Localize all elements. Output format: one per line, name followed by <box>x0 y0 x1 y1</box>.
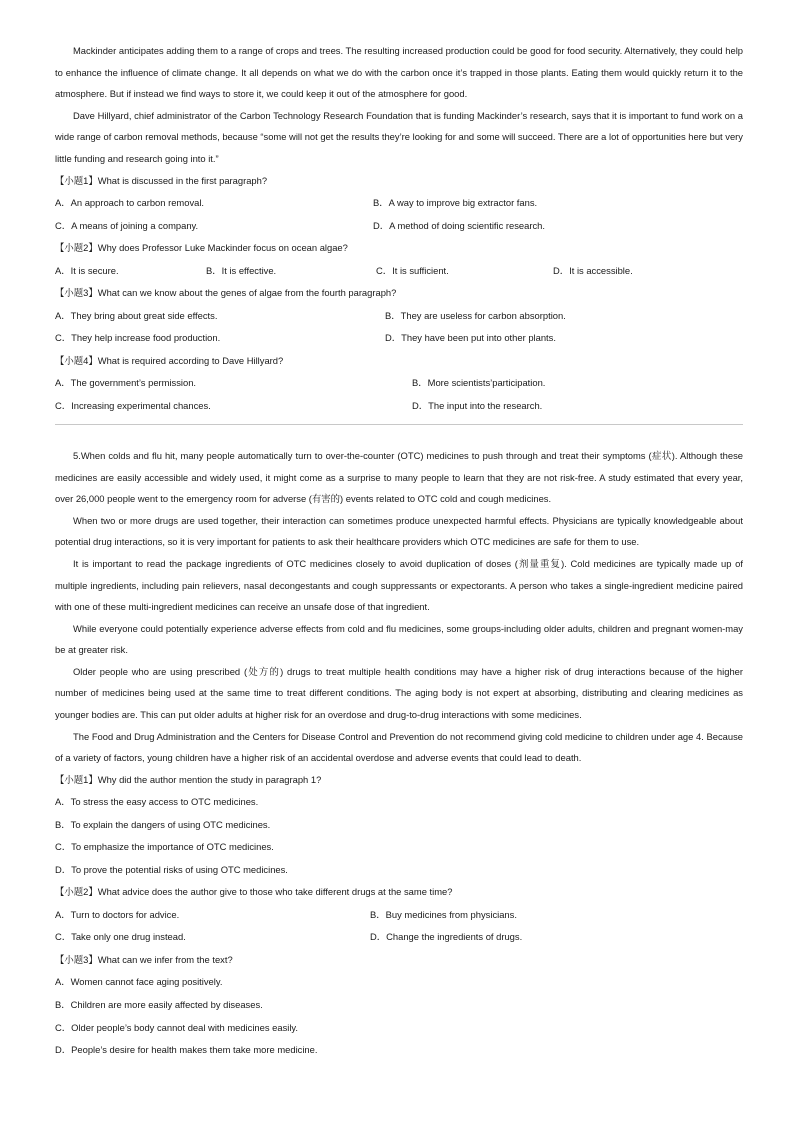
option-d[interactable]: D．People’s desire for health makes them take more medicine. <box>55 1044 318 1056</box>
passage-1-section <box>55 40 743 418</box>
option-b[interactable]: B．To explain the dangers of using OTC medicines. <box>55 818 271 830</box>
option-a[interactable]: A．Turn to doctors for advice. <box>55 908 180 920</box>
option-a[interactable]: A．It is secure. <box>55 264 119 276</box>
option-b[interactable]: B．It is effective. <box>206 264 277 276</box>
question-stem: 【小题2】Why does Professor Luke Mackinder focus on ocean algae? <box>55 242 348 254</box>
option-c[interactable]: C．Older people’s body cannot deal with medicines easily. <box>55 1021 299 1033</box>
passage-2-paragraph: The Food and Drug Administration and the Centers for Disease Control and Prevention do not recommend giving cold medicine to children under age 4. Because of a variety of factors, young children have a higher risk of an accidental overdose and adverse events that could lead to death. <box>55 730 743 764</box>
option-row <box>55 215 743 238</box>
option-d[interactable]: D．Change the ingredients of drugs. <box>370 931 523 943</box>
option-row <box>55 926 743 949</box>
option-a[interactable]: A．To stress the easy access to OTC medicines. <box>55 796 259 808</box>
option-c[interactable]: C．Take only one drug instead. <box>55 931 186 943</box>
passage-1-paragraph: Mackinder anticipates adding them to a range of crops and trees. The resulting increased production could be good for food security. Alternatively, they could help to enhance the influence of climate change. It all depends on what we do with the carbon once it’s trapped in those plants. Eating them would quickly return it to the atmosphere. But if instead we find ways to store it, we could keep it out of the atmosphere for good. <box>55 45 743 100</box>
option-b[interactable]: B．They are useless for carbon absorption. <box>385 309 566 321</box>
option-c[interactable]: C．A means of joining a company. <box>55 219 199 231</box>
option-c[interactable]: C．They help increase food production. <box>55 332 221 344</box>
passage-2-paragraph: It is important to read the package ingredients of OTC medicines closely to avoid duplication of doses (剂量重复). Cold medicines are typically made up of multiple ingredients, including pain relievers, nasal decongestants and cough suppressants or expectorants. A person who takes a single-ingredient medicine paired with one of these multi-ingredient medicines can receive an unsafe dose of that ingredient. <box>55 557 743 613</box>
option-c[interactable]: C．Increasing experimental chances. <box>55 400 211 412</box>
passage-2-paragraph: 5.When colds and flu hit, many people automatically turn to over-the-counter (OTC) medicines to push through and treat their symptoms (症状). Although these medicines are easily accessible and widely used, it might come as a surprise to many people to learn that they are not risk-free. A study estimated that every year, over 26,000 people went to the emergency room for adverse (有害的) events related to OTC cold and cough medicines. <box>55 449 743 505</box>
section-divider <box>55 424 743 425</box>
passage-2-paragraph: When two or more drugs are used together, their interaction can sometimes produce unexpected harmful effects. Physicians are typically knowledgeable about potential drug interactions, so it is very important for patients to ask their healthcare providers which OTC medicines are safe for them to use. <box>55 514 743 548</box>
option-d[interactable]: D．They have been put into other plants. <box>385 332 556 344</box>
question-stem: 【小题3】What can we infer from the text? <box>55 954 233 966</box>
question-stem: 【小题3】What can we know about the genes of algae from the fourth paragraph? <box>55 287 397 299</box>
question-stem: 【小题1】What is discussed in the first paragraph? <box>55 174 268 186</box>
passage-2-section <box>55 445 743 1062</box>
option-d[interactable]: D．It is accessible. <box>553 264 633 276</box>
option-row <box>55 192 743 215</box>
option-row <box>55 260 743 283</box>
option-b[interactable]: B．Buy medicines from physicians. <box>370 908 517 920</box>
option-b[interactable]: B．Children are more easily affected by diseases. <box>55 999 263 1011</box>
option-a[interactable]: A．An approach to carbon removal. <box>55 196 205 208</box>
option-row <box>55 305 743 328</box>
question-stem: 【小题1】Why did the author mention the study in paragraph 1? <box>55 773 322 785</box>
option-c[interactable]: C．To emphasize the importance of OTC medicines. <box>55 841 274 853</box>
option-b[interactable]: B．A way to improve big extractor fans. <box>373 196 538 208</box>
option-row <box>55 372 743 395</box>
option-row <box>55 327 743 350</box>
question-stem: 【小题4】What is required according to Dave Hillyard? <box>55 355 284 367</box>
option-row <box>55 395 743 418</box>
passage-2-paragraph: Older people who are using prescribed (处方的) drugs to treat multiple health conditions may have a higher risk of drug interactions because of the higher number of medicines being used at the same time to treat different conditions. The aging body is not expert at absorbing, distributing and clearing medicines as younger bodies are. This can put older adults at higher risk for an overdose and drug-to-drug interactions with some medicines. <box>55 665 743 721</box>
passage-1-paragraph: Dave Hillyard, chief administrator of the Carbon Technology Research Foundation that is funding Mackinder’s research, says that it is important to fund work on a wide range of carbon removal methods, because “some will not get the results they’re looking for and some will succeed. There are a lot of opportunities here but very little funding and research going into it.” <box>55 109 743 164</box>
option-d[interactable]: D．A method of doing scientific research. <box>373 219 545 231</box>
option-d[interactable]: D．The input into the research. <box>412 400 543 412</box>
option-b[interactable]: B．More scientists’participation. <box>412 377 546 389</box>
option-a[interactable]: A．They bring about great side effects. <box>55 309 218 321</box>
option-row <box>55 904 743 927</box>
document-page <box>55 40 743 1062</box>
question-stem: 【小题2】What advice does the author give to those who take different drugs at the same time? <box>55 886 453 898</box>
option-c[interactable]: C．It is sufficient. <box>376 264 449 276</box>
option-a[interactable]: A．The government’s permission. <box>55 377 197 389</box>
passage-2-paragraph: While everyone could potentially experience adverse effects from cold and flu medicines, some groups-including older adults, children and pregnant women-may be at greater risk. <box>55 622 743 656</box>
option-a[interactable]: A．Women cannot face aging positively. <box>55 976 223 988</box>
option-d[interactable]: D．To prove the potential risks of using OTC medicines. <box>55 863 288 875</box>
